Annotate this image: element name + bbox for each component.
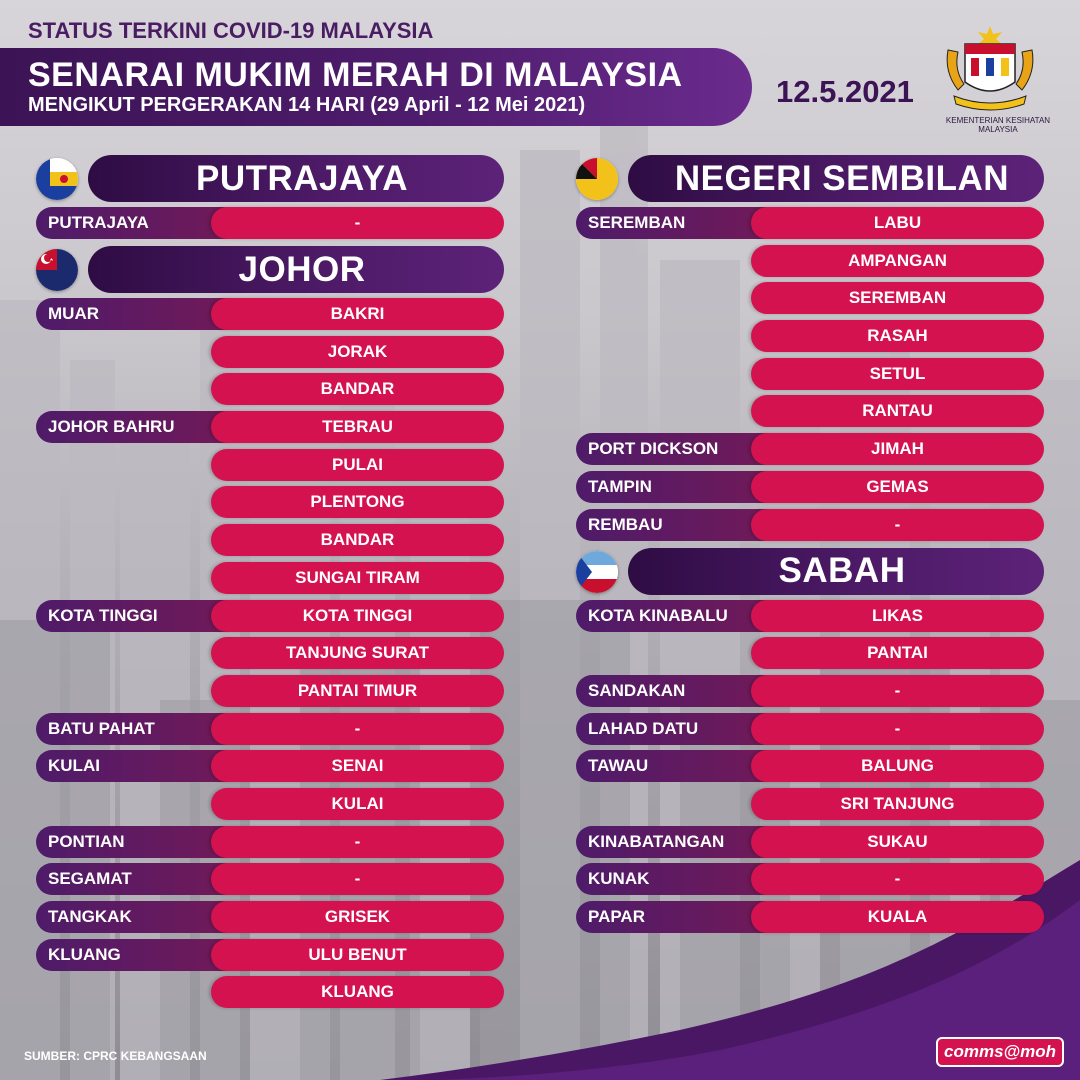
table-row: [576, 320, 1044, 352]
status-label: STATUS TERKINI COVID-19 MALAYSIA: [28, 18, 434, 43]
coat-of-arms-icon: [940, 22, 1040, 114]
mukim-cell: RANTAU: [751, 395, 1044, 427]
mukim-cell: PANTAI: [751, 637, 1044, 669]
table-row: [36, 675, 504, 707]
district-cell: SEREMBAN: [576, 207, 816, 239]
table-row: [576, 471, 1044, 503]
page-subtitle: MENGIKUT PERGERAKAN 14 HARI (29 April - 12 Mei 2021): [28, 94, 586, 116]
table-row: [36, 411, 504, 443]
date-label: 12.5.2021: [776, 74, 914, 109]
district-cell: KOTA TINGGI: [36, 600, 276, 632]
table-row: [36, 486, 504, 518]
mukim-cell: BANDAR: [211, 524, 504, 556]
mukim-cell: KUALA: [751, 901, 1044, 933]
mukim-cell: SETUL: [751, 358, 1044, 390]
mukim-cell: SEREMBAN: [751, 282, 1044, 314]
mukim-cell: ULU BENUT: [211, 939, 504, 971]
source-note: SUMBER: CPRC KEBANGSAAN: [24, 1049, 207, 1063]
table-row: [576, 433, 1044, 465]
district-cell: SEGAMAT: [36, 863, 276, 895]
district-cell: PORT DICKSON: [576, 433, 816, 465]
table-row: [576, 788, 1044, 820]
table-row: [576, 826, 1044, 858]
mukim-cell: JIMAH: [751, 433, 1044, 465]
mukim-cell: TANJUNG SURAT: [211, 637, 504, 669]
table-row: [576, 863, 1044, 895]
table-row: [36, 863, 504, 895]
mukim-cell: LABU: [751, 207, 1044, 239]
district-cell: PUTRAJAYA: [36, 207, 276, 239]
mukim-cell: -: [211, 826, 504, 858]
table-row: [576, 675, 1044, 707]
state-header-sabah: [576, 548, 1044, 595]
table-row: [576, 395, 1044, 427]
state-title-sabah: SABAH: [628, 548, 1044, 595]
mukim-cell: BAKRI: [211, 298, 504, 330]
table-row: [576, 713, 1044, 745]
table-row: [36, 637, 504, 669]
table-row: [576, 750, 1044, 782]
district-cell: JOHOR BAHRU: [36, 411, 276, 443]
district-cell: KUNAK: [576, 863, 816, 895]
table-row: [36, 562, 504, 594]
table-row: [36, 826, 504, 858]
district-cell: TANGKAK: [36, 901, 276, 933]
district-cell: KULAI: [36, 750, 276, 782]
state-header-johor: [36, 246, 504, 293]
mukim-cell: -: [211, 713, 504, 745]
district-cell: PONTIAN: [36, 826, 276, 858]
table-row: [36, 901, 504, 933]
district-cell: REMBAU: [576, 509, 816, 541]
mukim-cell: SUNGAI TIRAM: [211, 562, 504, 594]
table-row: [36, 976, 504, 1008]
district-cell: LAHAD DATU: [576, 713, 816, 745]
mukim-cell: BANDAR: [211, 373, 504, 405]
table-row: [576, 358, 1044, 390]
table-row: [36, 750, 504, 782]
state-header-putrajaya: [36, 155, 504, 202]
state-title-putrajaya: PUTRAJAYA: [88, 155, 504, 202]
table-row: [36, 713, 504, 745]
left-column: [36, 155, 504, 1014]
table-row: [576, 637, 1044, 669]
mukim-cell: PANTAI TIMUR: [211, 675, 504, 707]
mukim-cell: BALUNG: [751, 750, 1044, 782]
mukim-cell: SRI TANJUNG: [751, 788, 1044, 820]
negeri-sembilan-flag-icon: [576, 158, 618, 200]
table-row: [36, 449, 504, 481]
mukim-cell: KULAI: [211, 788, 504, 820]
mukim-cell: -: [211, 207, 504, 239]
mukim-cell: PLENTONG: [211, 486, 504, 518]
right-column: [576, 155, 1044, 939]
mukim-cell: SENAI: [211, 750, 504, 782]
table-row: [36, 600, 504, 632]
table-row: [576, 901, 1044, 933]
table-row: [576, 509, 1044, 541]
mukim-cell: KOTA TINGGI: [211, 600, 504, 632]
mukim-cell: -: [751, 509, 1044, 541]
mukim-cell: GEMAS: [751, 471, 1044, 503]
table-row: [576, 207, 1044, 239]
mukim-cell: RASAH: [751, 320, 1044, 352]
district-cell: MUAR: [36, 298, 276, 330]
table-row: [36, 336, 504, 368]
sabah-flag-icon: [576, 551, 618, 593]
table-row: [36, 524, 504, 556]
table-row: [36, 298, 504, 330]
mukim-cell: AMPANGAN: [751, 245, 1044, 277]
district-cell: KLUANG: [36, 939, 276, 971]
comms-moh-badge: comms@moh: [936, 1037, 1064, 1067]
mukim-cell: TEBRAU: [211, 411, 504, 443]
mukim-cell: -: [751, 675, 1044, 707]
mukim-cell: GRISEK: [211, 901, 504, 933]
ministry-label: KEMENTERIAN KESIHATAN MALAYSIA: [945, 116, 1051, 134]
table-row: [576, 600, 1044, 632]
mukim-cell: -: [211, 863, 504, 895]
district-cell: SANDAKAN: [576, 675, 816, 707]
state-title-johor: JOHOR: [88, 246, 504, 293]
mukim-cell: -: [751, 863, 1044, 895]
mukim-cell: JORAK: [211, 336, 504, 368]
district-cell: PAPAR: [576, 901, 816, 933]
table-row: [36, 207, 504, 239]
table-row: [36, 939, 504, 971]
district-cell: TAWAU: [576, 750, 816, 782]
state-header-negeri-sembilan: [576, 155, 1044, 202]
district-cell: TAMPIN: [576, 471, 816, 503]
district-cell: KOTA KINABALU: [576, 600, 816, 632]
mukim-cell: -: [751, 713, 1044, 745]
table-row: [36, 373, 504, 405]
johor-flag-icon: [36, 249, 78, 291]
district-cell: BATU PAHAT: [36, 713, 276, 745]
mukim-cell: PULAI: [211, 449, 504, 481]
mukim-cell: SUKAU: [751, 826, 1044, 858]
table-row: [36, 788, 504, 820]
mukim-cell: KLUANG: [211, 976, 504, 1008]
table-row: [576, 282, 1044, 314]
table-row: [576, 245, 1044, 277]
state-title-negeri-sembilan: NEGERI SEMBILAN: [628, 155, 1044, 202]
district-cell: KINABATANGAN: [576, 826, 816, 858]
mukim-cell: LIKAS: [751, 600, 1044, 632]
page-title: SENARAI MUKIM MERAH DI MALAYSIA: [28, 56, 683, 94]
putrajaya-flag-icon: [36, 158, 78, 200]
